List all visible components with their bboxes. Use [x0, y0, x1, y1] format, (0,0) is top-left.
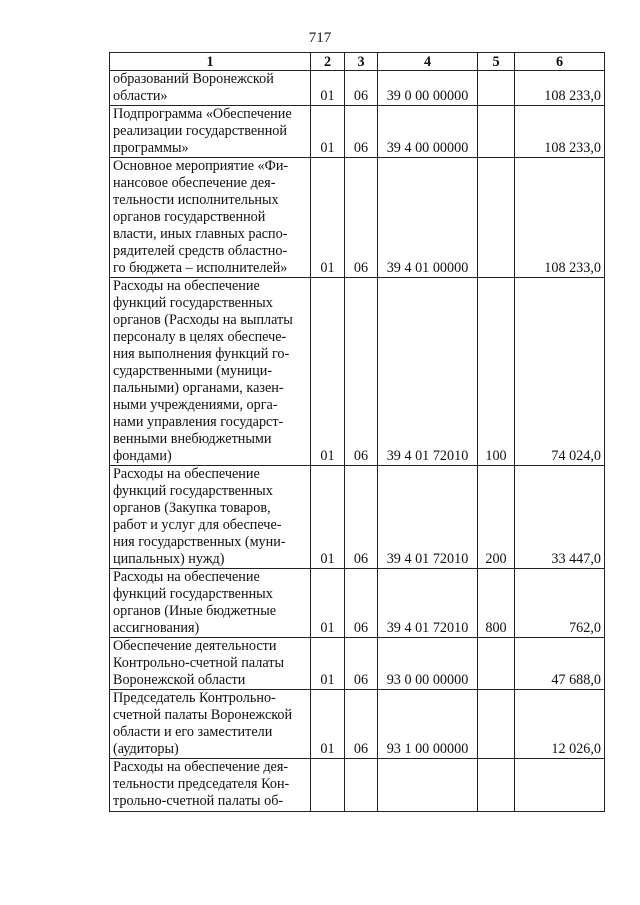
row-csr: 39 4 01 72010 — [378, 278, 478, 466]
row-vr — [478, 106, 515, 158]
header-col-3: 3 — [345, 53, 378, 71]
table-row — [110, 158, 605, 278]
row-name: Расходы на обеспечение функций государственных органов (Иные бюджетные ассигнования) — [110, 569, 311, 638]
row-podrazdel — [345, 759, 378, 812]
row-podrazdel: 06 — [345, 278, 378, 466]
row-sum: 74 024,0 — [515, 278, 605, 466]
row-sum: 47 688,0 — [515, 638, 605, 690]
header-col-1: 1 — [110, 53, 311, 71]
row-razdel — [311, 759, 345, 812]
row-csr — [378, 759, 478, 812]
row-razdel: 01 — [311, 106, 345, 158]
row-name: Подпрограмма «Обеспечение реализации государственной программы» — [110, 106, 311, 158]
row-sum: 108 233,0 — [515, 71, 605, 106]
row-vr — [478, 71, 515, 106]
row-podrazdel: 06 — [345, 71, 378, 106]
row-csr: 93 1 00 00000 — [378, 690, 478, 759]
row-vr: 800 — [478, 569, 515, 638]
row-name: Расходы на обеспечение функций государственных органов (Расходы на выплаты персоналу в целях обеспече- ния выполнения функций го- сударственными (муници- пальными) органами, казен- ными учреждениями, орга- нами управления государст- венными внебюджетными фондами) — [110, 278, 311, 466]
row-podrazdel: 06 — [345, 158, 378, 278]
row-sum — [515, 759, 605, 812]
row-vr — [478, 158, 515, 278]
row-podrazdel: 06 — [345, 690, 378, 759]
row-name: образований Воронежской области» — [110, 71, 311, 106]
row-sum: 33 447,0 — [515, 466, 605, 569]
header-col-2: 2 — [311, 53, 345, 71]
header-col-4: 4 — [378, 53, 478, 71]
row-name: Основное мероприятие «Фи- нансовое обеспечение дея- тельности исполнительных органов государственной власти, иных главных распо- рядителей средств областно- го бюджета – исполнителей» — [110, 158, 311, 278]
header-col-5: 5 — [478, 53, 515, 71]
budget-table — [109, 52, 605, 812]
row-razdel: 01 — [311, 569, 345, 638]
row-vr — [478, 690, 515, 759]
table-row — [110, 106, 605, 158]
row-razdel: 01 — [311, 466, 345, 569]
row-name: Обеспечение деятельности Контрольно-счетной палаты Воронежской области — [110, 638, 311, 690]
row-csr: 39 4 01 72010 — [378, 569, 478, 638]
table-row — [110, 690, 605, 759]
row-csr: 39 4 00 00000 — [378, 106, 478, 158]
header-col-6: 6 — [515, 53, 605, 71]
row-csr: 39 4 01 00000 — [378, 158, 478, 278]
row-sum: 108 233,0 — [515, 106, 605, 158]
row-sum: 108 233,0 — [515, 158, 605, 278]
table-row — [110, 569, 605, 638]
row-csr: 93 0 00 00000 — [378, 638, 478, 690]
table-row — [110, 466, 605, 569]
row-podrazdel: 06 — [345, 569, 378, 638]
row-vr: 200 — [478, 466, 515, 569]
row-podrazdel: 06 — [345, 466, 378, 569]
row-podrazdel: 06 — [345, 638, 378, 690]
row-name: Расходы на обеспечение дея- тельности председателя Кон- трольно-счетной палаты об- — [110, 759, 311, 812]
table-header-row — [110, 53, 605, 71]
row-razdel: 01 — [311, 158, 345, 278]
row-vr — [478, 638, 515, 690]
row-csr: 39 4 01 72010 — [378, 466, 478, 569]
row-csr: 39 0 00 00000 — [378, 71, 478, 106]
table-row — [110, 759, 605, 812]
row-razdel: 01 — [311, 278, 345, 466]
page-number: 717 — [308, 30, 332, 46]
row-sum: 12 026,0 — [515, 690, 605, 759]
row-name: Председатель Контрольно- счетной палаты Воронежской области и его заместители (аудиторы) — [110, 690, 311, 759]
row-name: Расходы на обеспечение функций государственных органов (Закупка товаров, работ и услуг для обеспече- ния государственных (муни- ципальных) нужд) — [110, 466, 311, 569]
row-podrazdel: 06 — [345, 106, 378, 158]
row-vr: 100 — [478, 278, 515, 466]
table-row — [110, 278, 605, 466]
table-row — [110, 71, 605, 106]
row-sum: 762,0 — [515, 569, 605, 638]
row-razdel: 01 — [311, 690, 345, 759]
table-row — [110, 638, 605, 690]
row-vr — [478, 759, 515, 812]
row-razdel: 01 — [311, 638, 345, 690]
row-razdel: 01 — [311, 71, 345, 106]
